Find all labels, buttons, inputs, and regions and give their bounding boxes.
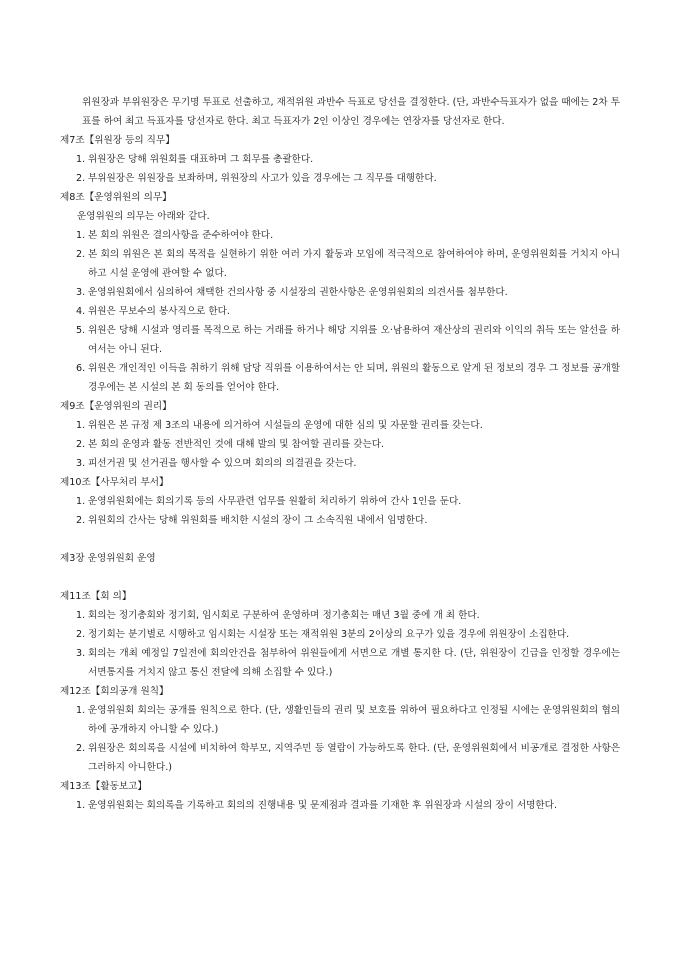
list-item: 2. 정기회는 분기별로 시행하고 임시회는 시설장 또는 재적위원 3분의 2이상의 요구가 있을 경우에 위원장이 소집한다. bbox=[76, 629, 570, 640]
article-10 bbox=[60, 473, 620, 530]
list-item: 1. 위원장은 당해 위원회를 대표하며 그 회무를 총괄한다. bbox=[76, 154, 314, 165]
list-item: 2. 본 회의 운영과 활동 전반적인 것에 대해 발의 및 참여할 권리를 갖는다. bbox=[76, 439, 385, 450]
list-item: 2. 본 회의 위원은 본 회의 목적을 실현하기 위한 여러 가지 활동과 모임에 적극적으로 참여하여야 하며, 운영위원회를 거치지 아니하고 시설 운영에 관여할 수 없다. bbox=[76, 249, 620, 279]
article-title: 제10조【사무처리 부서】 bbox=[60, 477, 169, 488]
article-title: 제8조【운영위원의 의무】 bbox=[60, 192, 172, 203]
list-item: 1. 회의는 정기총회와 정기회, 임시회로 구분하여 운영하며 정기총회는 매년 3월 중에 개 최 한다. bbox=[76, 610, 480, 621]
list-item: 3. 운영위원회에서 심의하여 채택한 건의사항 중 시설장의 권한사항은 운영위원회의 의견서를 첨부한다. bbox=[76, 287, 508, 298]
list-item: 6. 위원은 개인적인 이득을 취하기 위해 담당 직위를 이용하여서는 안 되며, 위원의 활동으로 알게 된 정보의 경우 그 정보를 공개할 경우에는 본 시설의 본 회 동의를 얻어야 한다. bbox=[76, 363, 620, 393]
article-7 bbox=[60, 131, 620, 188]
article-title: 제11조【회 의】 bbox=[60, 591, 132, 602]
article-13 bbox=[60, 777, 620, 815]
article-title: 제12조【회의공개 원칙】 bbox=[60, 686, 169, 697]
list-item: 2. 위원회의 간사는 당해 위원회를 배치한 시설의 장이 그 소속직원 내에서 임명한다. bbox=[76, 515, 428, 526]
list-item: 3. 피선거권 및 선거권을 행사할 수 있으며 회의의 의결권을 갖는다. bbox=[76, 458, 357, 469]
article-items bbox=[60, 416, 620, 473]
list-item: 1. 운영위원회는 회의록을 기록하고 회의의 진행내용 및 문제점과 결과를 기재한 후 위원장과 시설의 장이 서명한다. bbox=[76, 800, 558, 811]
list-item: 1. 본 회의 위원은 결의사항을 준수하여야 한다. bbox=[76, 230, 274, 241]
list-item: 2. 위원장은 회의록을 시설에 비치하여 학부모, 지역주민 등 열람이 가능하도록 한다. (단, 운영위원회에서 비공개로 결정한 사항은 그러하지 아니한다.) bbox=[76, 743, 620, 773]
article-items bbox=[60, 701, 620, 777]
list-item: 1. 위원은 본 규정 제 3조의 내용에 의거하여 시설들의 운영에 대한 심의 및 자문할 권리를 갖는다. bbox=[76, 420, 483, 431]
article-items bbox=[60, 150, 620, 188]
article-items bbox=[60, 796, 620, 815]
article-11 bbox=[60, 587, 620, 682]
article-items bbox=[60, 492, 620, 530]
opening-paragraph: 위원장과 부위원장은 무기명 투표로 선출하고, 재적위원 과반수 득표로 당선을 결정한다. (단, 과반수득표자가 없을 때에는 2차 투표를 하여 최고 득표자를 당선자로 한다. 최고 득표자가 2인 이상인 경우에는 연장자를 당선자로 한다. bbox=[82, 97, 620, 127]
article-title: 제13조【활동보고】 bbox=[60, 781, 148, 792]
list-item: 2. 부위원장은 위원장을 보좌하며, 위원장의 사고가 있을 경우에는 그 직무를 대행한다. bbox=[76, 173, 437, 184]
article-title: 제9조【운영위원의 권리】 bbox=[60, 401, 172, 412]
chapter-heading: 제3장 운영위원회 운영 bbox=[60, 553, 156, 564]
list-item: 5. 위원은 당해 시설과 영리를 목적으로 하는 거래를 하거나 해당 지위를 오·남용하여 재산상의 권리와 이익의 취득 또는 알선을 하여서는 아니 된다. bbox=[76, 325, 620, 355]
article-title: 제7조【위원장 등의 직무】 bbox=[60, 135, 175, 146]
article-8 bbox=[60, 188, 620, 397]
article-items bbox=[60, 606, 620, 682]
list-item: 1. 운영위원회에는 회의기록 등의 사무관련 업무를 원활히 처리하기 위하여 간사 1인을 둔다. bbox=[76, 496, 462, 507]
article-12 bbox=[60, 682, 620, 777]
list-item: 4. 위원은 무보수의 봉사직으로 한다. bbox=[76, 306, 230, 317]
article-intro: 운영위원의 의무는 아래와 같다. bbox=[77, 211, 210, 222]
list-item: 3. 회의는 개최 예정일 7일전에 회의안건을 첨부하여 위원들에게 서면으로 개별 통지한 다. (단, 위원장이 긴급을 인정할 경우에는 서면통지를 거치지 않고 통신 전달에 의해 소집할 수 있다.) bbox=[76, 648, 620, 678]
article-items bbox=[60, 226, 620, 397]
list-item: 1. 운영위원회 회의는 공개를 원칙으로 한다. (단, 생활인들의 권리 및 보호를 위하여 필요하다고 인정될 시에는 운영위원회의 협의 하에 공개하지 아니할 수 있다.) bbox=[76, 705, 620, 735]
article-9 bbox=[60, 397, 620, 473]
